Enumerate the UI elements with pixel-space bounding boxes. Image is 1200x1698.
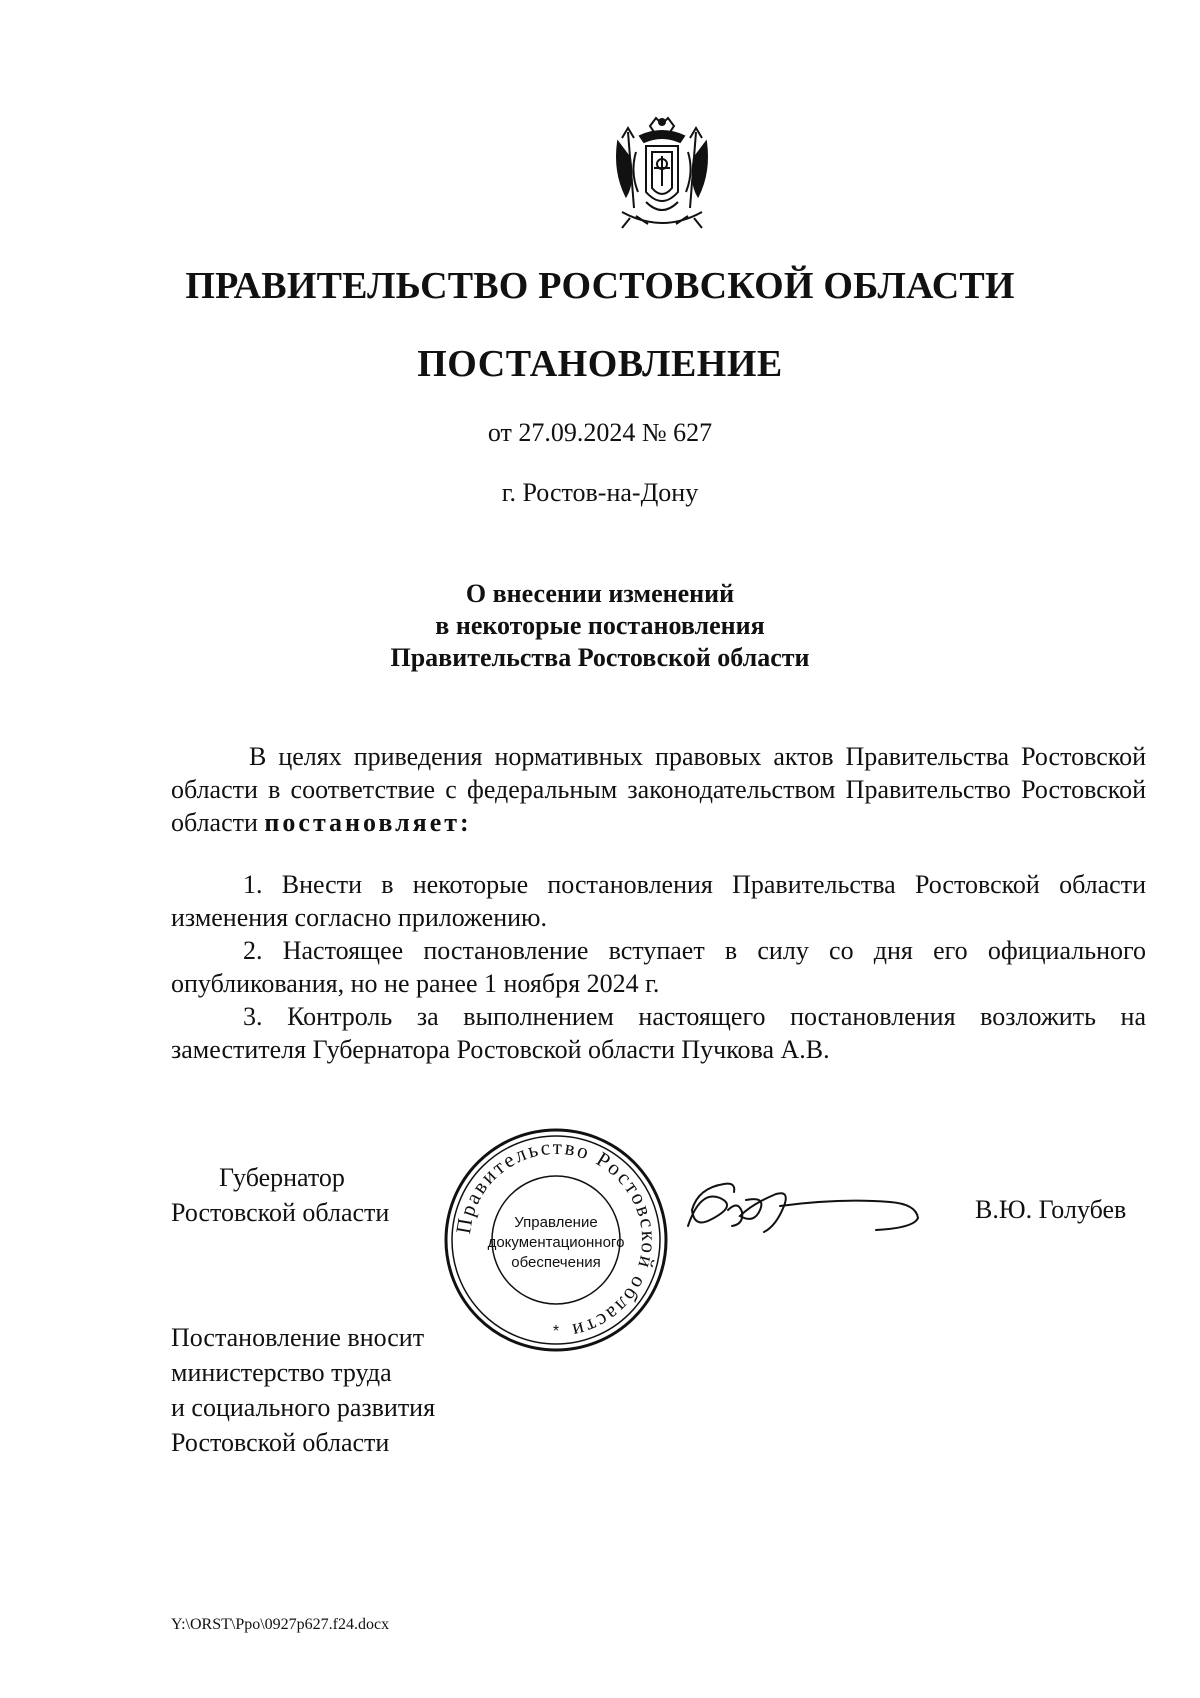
signer-position: [171, 1160, 389, 1230]
resolution-item: 3. Контроль за выполнением настоящего постановления возложить на заместителя Губернатора Ростовской области Пучкова А.В.: [171, 1002, 1146, 1064]
subject-line: Правительства Ростовской области: [390, 643, 810, 672]
stamp-inner-line: документационного: [487, 1234, 625, 1251]
subject-line: О внесении изменений: [465, 579, 735, 608]
submitter-line: министерство труда: [171, 1358, 392, 1387]
coat-of-arms-icon: [600, 112, 724, 238]
preamble-paragraph: [171, 740, 1146, 839]
signer-name: В.Ю. Голубев: [975, 1195, 1127, 1224]
submitter-line: и социального развития: [171, 1393, 436, 1422]
decision-word: постановляет:: [264, 808, 472, 837]
submitter-line: Ростовской области: [171, 1428, 390, 1457]
stamp-outer-text: Правительство Ростовской области: [450, 1134, 662, 1344]
position-line: Губернатор: [219, 1163, 345, 1192]
submitter-line: Постановление вносит: [171, 1323, 425, 1352]
resolution-item: 2. Настоящее постановление вступает в силу со дня его официального опубликования, но не ранее 1 ноября 2024 г.: [171, 936, 1146, 998]
stamp-inner-line: Управление: [514, 1214, 598, 1231]
stamp-star-icon: *: [552, 1323, 560, 1340]
document-city: г. Ростов-на-Дону: [501, 478, 699, 507]
document-subject: [0, 578, 1200, 674]
stamp-inner-line: обеспечения: [511, 1254, 601, 1271]
resolution-items: [171, 868, 1146, 1066]
submitter-note: [171, 1320, 435, 1460]
government-title: ПРАВИТЕЛЬСТВО РОСТОВСКОЙ ОБЛАСТИ: [185, 265, 1015, 307]
handwritten-signature: [680, 1170, 932, 1248]
document-type-title: ПОСТАНОВЛЕНИЕ: [417, 343, 783, 385]
official-stamp: [440, 1124, 672, 1356]
resolution-item: 1. Внести в некоторые постановления Правительства Ростовской области изменения согласно приложению.: [171, 870, 1146, 932]
file-path-footer: Y:\ORST\Ppo\0927p627.f24.docx: [171, 1616, 390, 1633]
document-date-number: от 27.09.2024 № 627: [487, 418, 713, 447]
position-line: Ростовской области: [171, 1198, 390, 1227]
subject-line: в некоторые постановления: [435, 611, 765, 640]
preamble-text: В целях приведения нормативных правовых актов Правительства Ростовской области в соответствие с федеральным законодательством Правительство Ростовской области: [171, 742, 1146, 837]
